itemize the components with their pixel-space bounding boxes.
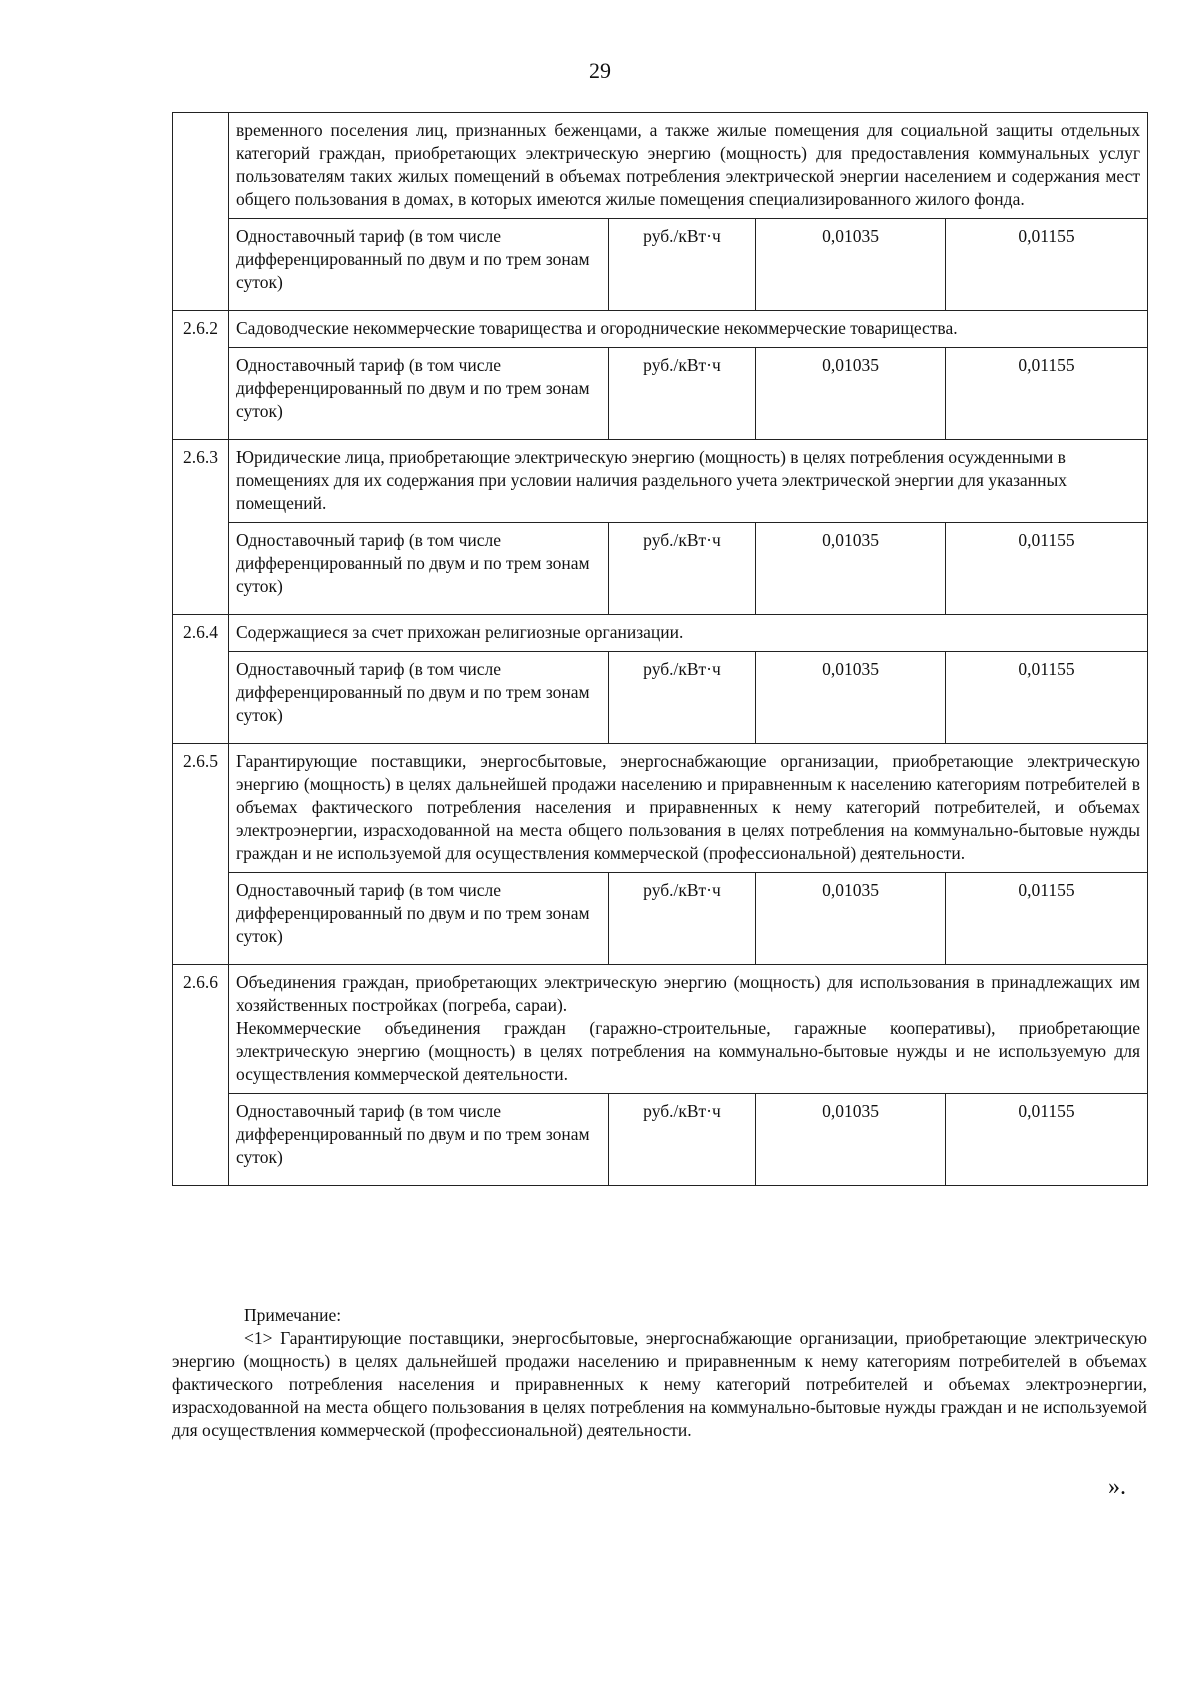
- rate-value-1: 0,01035: [756, 348, 946, 440]
- table-row: [173, 440, 1148, 523]
- rate-value-1: 0,01035: [756, 652, 946, 744]
- section-number: 2.6.6: [173, 965, 229, 1186]
- rate-unit: руб./кВт·ч: [609, 652, 756, 744]
- rate-label: Одноставочный тариф (в том числе дифференцированный по двум и по трем зонам суток): [229, 873, 609, 965]
- section-number: 2.6.2: [173, 311, 229, 440]
- table-row: [173, 873, 1148, 965]
- rate-value-2: 0,01155: [946, 348, 1148, 440]
- rate-label: Одноставочный тариф (в том числе дифференцированный по двум и по трем зонам суток): [229, 523, 609, 615]
- rate-label: Одноставочный тариф (в том числе дифференцированный по двум и по трем зонам суток): [229, 1094, 609, 1186]
- table-row: [173, 348, 1148, 440]
- closing-quote: ».: [1108, 1474, 1126, 1500]
- rate-value-2: 0,01155: [946, 873, 1148, 965]
- section-description: Юридические лица, приобретающие электрическую энергию (мощность) в целях потребления осужденными в помещениях для их содержания при условии наличия раздельного учета электрической энергии для указанных помещений.: [229, 440, 1148, 523]
- rate-value-2: 0,01155: [946, 523, 1148, 615]
- footnote-text: <1> Гарантирующие поставщики, энергосбытовые, энергоснабжающие организации, приобретающие электрическую энергию (мощность) в целях дальнейшей продажи населению и приравненным к нему категориям потребителей в объемах фактического потребления населения и приравненных к нему категорий потребителей и объемах электроэнергии, израсходованной на места общего пользования в целях потребления на коммунально-бытовые нужды граждан и не используемой для осуществления коммерческой (профессиональной) деятельности.: [172, 1328, 1147, 1440]
- footnote-title: Примечание:: [244, 1305, 342, 1325]
- section-number: 2.6.3: [173, 440, 229, 615]
- table-row: [173, 523, 1148, 615]
- rate-value-1: 0,01035: [756, 219, 946, 311]
- table-row: [173, 311, 1148, 348]
- table-row: [173, 1094, 1148, 1186]
- section-description: Гарантирующие поставщики, энергосбытовые, энергоснабжающие организации, приобретающие электрическую энергию (мощность) в целях дальнейшей продажи населению и приравненным к населению категориям потребителей в объемах фактического потребления населения и приравненных к нему категорий потребителей, и объемах электроэнергии, израсходованной на места общего пользования в целях потребления на коммунально-бытовые нужды граждан и не используемой для осуществления коммерческой (профессиональной) деятельности.: [229, 744, 1148, 873]
- section-description: временного поселения лиц, признанных беженцами, а также жилые помещения для социальной защиты отдельных категорий граждан, приобретающих электрическую энергию (мощность) для предоставления коммунальных услуг пользователям таких жилых помещений в объемах потребления электрической энергии населением и содержания мест общего пользования в домах, в которых имеются жилые помещения специализированного жилого фонда.: [229, 113, 1148, 219]
- rate-value-1: 0,01035: [756, 523, 946, 615]
- table-row: [173, 113, 1148, 219]
- rate-unit: руб./кВт·ч: [609, 1094, 756, 1186]
- rate-value-2: 0,01155: [946, 1094, 1148, 1186]
- table-row: [173, 744, 1148, 873]
- rate-value-1: 0,01035: [756, 873, 946, 965]
- rate-value-2: 0,01155: [946, 652, 1148, 744]
- section-description: Содержащиеся за счет прихожан религиозные организации.: [229, 615, 1148, 652]
- section-number: 2.6.4: [173, 615, 229, 744]
- table-row: [173, 219, 1148, 311]
- rate-value-2: 0,01155: [946, 219, 1148, 311]
- section-paragraph: Объединения граждан, приобретающих электрическую энергию (мощность) для использования в принадлежащих им хозяйственных постройках (погреба, сараи).: [236, 972, 1141, 1015]
- section-description: Садоводческие некоммерческие товарищества и огороднические некоммерческие товарищества.: [229, 311, 1148, 348]
- table-row: [173, 652, 1148, 744]
- rate-unit: руб./кВт·ч: [609, 523, 756, 615]
- section-description: [229, 965, 1148, 1094]
- section-number: [173, 113, 229, 311]
- rate-label: Одноставочный тариф (в том числе дифференцированный по двум и по трем зонам суток): [229, 348, 609, 440]
- rate-unit: руб./кВт·ч: [609, 873, 756, 965]
- rate-value-1: 0,01035: [756, 1094, 946, 1186]
- rate-unit: руб./кВт·ч: [609, 348, 756, 440]
- section-paragraph: Некоммерческие объединения граждан (гаражно-строительные, гаражные кооперативы), приобретающие электрическую энергию (мощность) в целях потребления на коммунально-бытовые нужды и не используемую для осуществления коммерческой деятельности.: [236, 1018, 1141, 1084]
- rate-label: Одноставочный тариф (в том числе дифференцированный по двум и по трем зонам суток): [229, 652, 609, 744]
- footnote: [172, 1304, 1147, 1442]
- table-row: [173, 615, 1148, 652]
- page-number: 29: [589, 58, 611, 83]
- table-row: [173, 965, 1148, 1094]
- tariff-table: [172, 112, 1148, 1186]
- section-number: 2.6.5: [173, 744, 229, 965]
- rate-label: Одноставочный тариф (в том числе дифференцированный по двум и по трем зонам суток): [229, 219, 609, 311]
- rate-unit: руб./кВт·ч: [609, 219, 756, 311]
